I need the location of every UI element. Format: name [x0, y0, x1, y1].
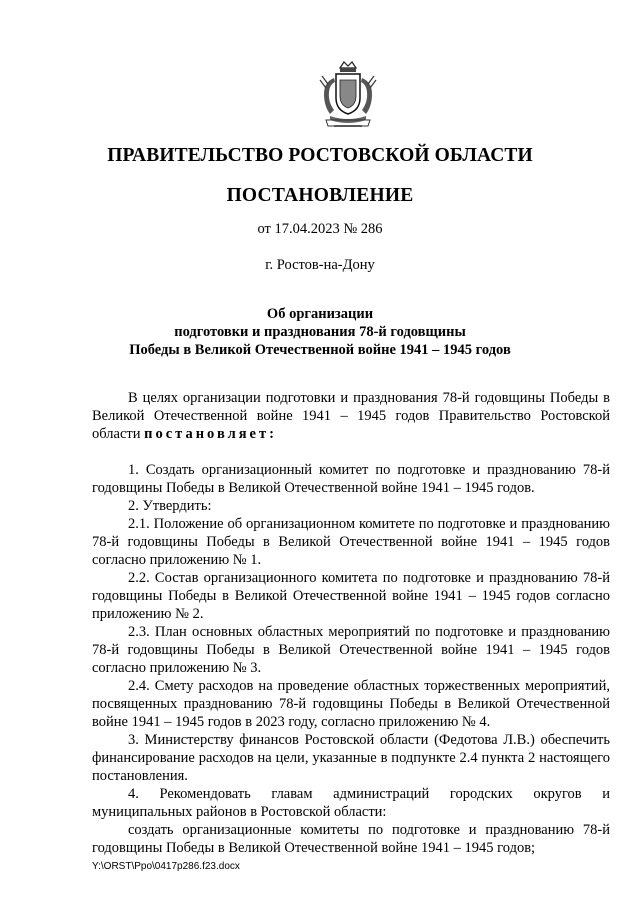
preamble [92, 389, 610, 443]
item-paragraph: 2. Утвердить: [128, 498, 212, 514]
organization-title: ПРАВИТЕЛЬСТВО РОСТОВСКОЙ ОБЛАСТИ [107, 145, 533, 166]
item-paragraph: 2.3. План основных областных мероприятий по подготовке и празднованию 78-й годовщины Победы в Великой Отечественной войне 1941 – 1945 годов согласно приложению № 3. [92, 624, 610, 676]
subject-line: Об организации [266, 306, 374, 322]
item-paragraph: 4. Рекомендовать главам администраций городских округов и муниципальных районов в Ростовской области: [92, 786, 610, 820]
item-paragraph: 3. Министерству финансов Ростовской области (Федотова Л.В.) обеспечить финансирование расходов на цели, указанные в подпункте 2.4 пункта 2 настоящего постановления. [92, 732, 610, 784]
item-paragraph: 2.2. Состав организационного комитета по подготовке и празднованию 78-й годовщины Победы в Великой Отечественной войне 1941 – 1945 годов согласно приложению № 2. [92, 570, 610, 622]
resolution-items [92, 461, 610, 857]
item-paragraph: 2.4. Смету расходов на проведение областных торжественных мероприятий, посвященных празднованию 78-й годовщины Победы в Великой Отечественной войне 1941 – 1945 годов в 2023 году, согласно приложению № 4. [92, 678, 610, 730]
date-and-number: от 17.04.2023 № 286 [257, 221, 383, 237]
item-paragraph: 2.1. Положение об организационном комитете по подготовке и празднованию 78-й годовщины Победы в Великой Отечественной войне 1941 – 1945 годов согласно приложению № 1. [92, 516, 610, 568]
item-paragraph: 1. Создать организационный комитет по подготовке и празднованию 78-й годовщины Победы в Великой Отечественной войне 1941 – 1945 годов. [92, 462, 610, 496]
coat-of-arms-emblem [316, 60, 380, 130]
city: г. Ростов-на-Дону [265, 257, 375, 273]
document-type: ПОСТАНОВЛЕНИЕ [226, 185, 414, 206]
preamble-text: В целях организации подготовки и празднования 78-й годовщины Победы в Великой Отечественной войне 1941 – 1945 годов Правительство Ростовской области [92, 390, 610, 442]
document-subject [0, 305, 640, 359]
item-paragraph: создать организационные комитеты по подготовке и празднованию 78-й годовщины Победы в Великой Отечественной войне 1941 – 1945 годов; [92, 822, 610, 856]
subject-line: Победы в Великой Отечественной войне 1941 – 1945 годов [129, 342, 511, 358]
subject-line: подготовки и празднования 78-й годовщины [174, 324, 466, 340]
resolves-word: постановляет: [144, 426, 277, 442]
file-path-footer: Y:\ORST\Ppo\0417p286.f23.docx [92, 861, 240, 872]
